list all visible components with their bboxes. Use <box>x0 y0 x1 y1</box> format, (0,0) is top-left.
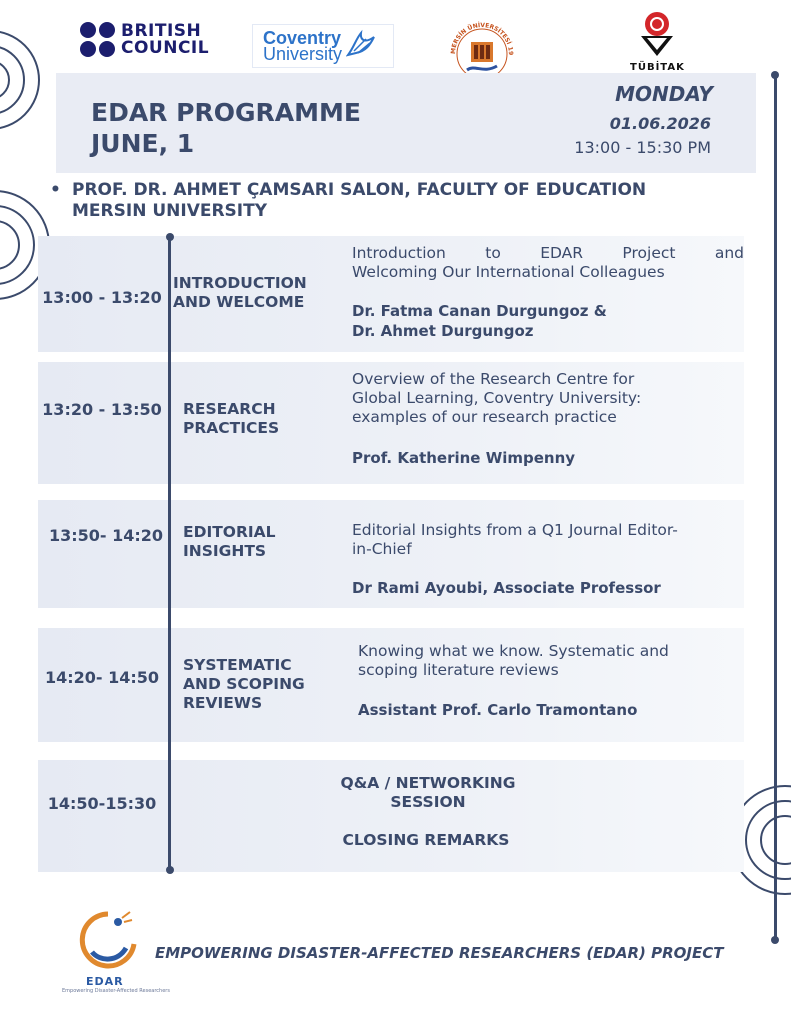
session-description: Introduction to EDAR Project and Welcoming Our International Colleagues <box>352 244 744 281</box>
session-row-1 <box>38 236 744 352</box>
session-time: 13:50- 14:20 <box>48 526 164 545</box>
side-line-bottom-dot <box>771 936 779 944</box>
session-description: Editorial Insights from a Q1 Journal Editor- in-Chief <box>352 521 678 558</box>
side-line-top-dot <box>771 71 779 79</box>
footer-project-name: EMPOWERING DISASTER-AFFECTED RESEARCHERS (EDAR) PROJECT <box>155 944 724 962</box>
venue-line2: MERSIN UNIVERSITY <box>72 201 268 221</box>
tubitak-label: TÜBİTAK <box>630 62 685 73</box>
british-council-line2: COUNCIL <box>121 37 210 58</box>
british-council-logo <box>80 22 209 57</box>
title-line2: JUNE, 1 <box>91 129 195 158</box>
timeline-end-dot <box>166 866 174 874</box>
session-speakers: Prof. Katherine Wimpenny <box>352 449 576 467</box>
session-description: Overview of the Research Centre for Global Learning, Coventry University: examples of our research practice <box>352 370 642 426</box>
closing-remarks: CLOSING REMARKS <box>342 831 510 849</box>
page-title <box>91 97 361 159</box>
edar-logo-subtitle: Empowering Disaster-Affected Researchers <box>62 988 170 994</box>
session-title: SYSTEMATIC AND SCOPING REVIEWS <box>183 656 305 712</box>
timeline-start-dot <box>166 233 174 241</box>
timeline-line <box>168 236 171 870</box>
time-range: 13:00 - 15:30 PM <box>574 138 711 157</box>
session-title: EDITORIAL INSIGHTS <box>183 523 276 560</box>
session-title: Q&A / NETWORKING SESSION <box>340 774 516 811</box>
session-time: 13:00 - 13:20 <box>42 288 162 307</box>
venue <box>50 180 750 222</box>
coventry-line2: University <box>263 44 343 64</box>
session-speakers: Dr Rami Ayoubi, Associate Professor <box>352 579 661 597</box>
session-title: INTRODUCTION AND WELCOME <box>173 274 307 311</box>
session-description: Knowing what we know. Systematic and scoping literature reviews <box>358 642 669 679</box>
venue-line1: PROF. DR. AHMET ÇAMSARI SALON, FACULTY OF EDUCATION <box>72 180 647 200</box>
date-label: 01.06.2026 <box>609 114 711 133</box>
mersin-seal-text: MERSİN ÜNİVERSİTESİ 19 <box>449 21 515 56</box>
session-time: 13:20 - 13:50 <box>42 400 162 419</box>
session-row-4 <box>38 628 744 742</box>
coventry-university-logo <box>252 24 394 68</box>
session-time: 14:50-15:30 <box>47 794 157 813</box>
session-speakers: Assistant Prof. Carlo Tramontano <box>358 701 638 719</box>
logo-bar <box>0 0 791 80</box>
edar-logo-label: EDAR <box>86 975 124 988</box>
tubitak-emblem-icon <box>637 10 677 58</box>
session-title: RESEARCH PRACTICES <box>183 400 280 437</box>
venue-bullet: • <box>50 180 61 200</box>
session-speakers: Dr. Fatma Canan Durgungoz & Dr. Ahmet Durgungoz <box>352 302 607 340</box>
edar-emblem-icon <box>78 908 140 972</box>
session-time: 14:20- 14:50 <box>44 668 160 687</box>
british-council-line1: BRITISH <box>121 20 202 41</box>
title-line1: EDAR PROGRAMME <box>91 98 361 127</box>
tubitak-logo <box>630 10 684 72</box>
side-line <box>774 74 777 940</box>
mersin-university-seal <box>447 20 517 80</box>
coventry-line1: Coventry <box>263 28 342 48</box>
session-row-2 <box>38 362 744 484</box>
phoenix-icon <box>346 29 376 64</box>
day-label: MONDAY <box>615 82 713 106</box>
british-council-dots-icon <box>80 22 115 57</box>
session-row-3 <box>38 500 744 608</box>
session-row-5 <box>38 760 744 872</box>
